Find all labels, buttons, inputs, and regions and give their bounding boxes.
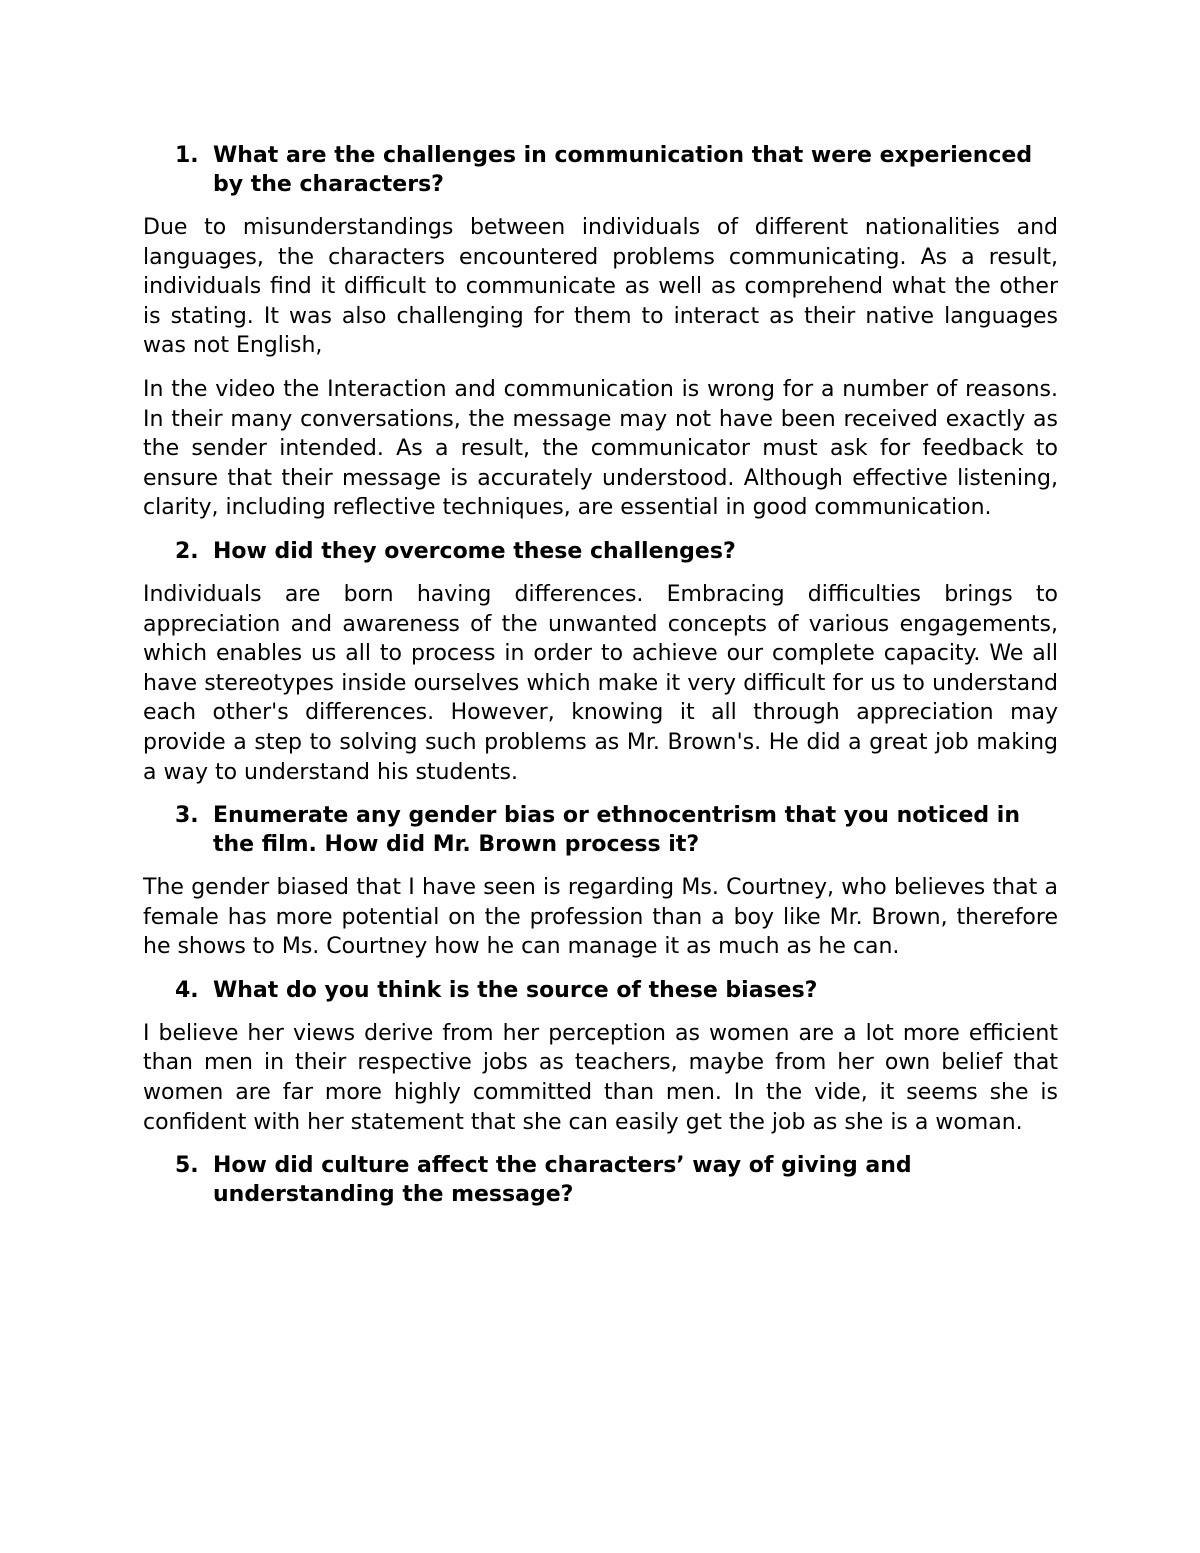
answer-paragraph: Due to misunderstandings between individuals of different nationalities and languages, the characters encountered problems communicating. As a result, individuals find it difficult to communicate as well as comprehend what the other is stating. It was also challenging for them to interact as their native languages was not English, [143,215,1058,359]
question-text: Enumerate any gender bias or ethnocentrism that you noticed in the film. How did Mr. Brown process it? [213,803,1020,858]
question-5 [143,1151,1058,1209]
question-number: 2. [175,538,199,564]
answer-paragraph: I believe her views derive from her perception as women are a lot more efficient than men in their respective jobs as teachers, maybe from her own belief that women are far more highly committed than men. In the vide, it seems she is confident with her statement that she can easily get the job as she is a woman. [143,1020,1058,1135]
question-4 [143,976,1058,1005]
question-number: 4. [175,977,199,1003]
question-2 [143,537,1058,566]
question-text: How did culture affect the characters’ way of giving and understanding the message? [213,1153,912,1208]
answer-paragraph: Individuals are born having differences. Embracing difficulties brings to appreciation and awareness of the unwanted concepts of various engagements, which enables us all to process in order to achieve our complete capacity. We all have stereotypes inside ourselves which make it very difficult for us to understand each other's differences. However, knowing it all through appreciation may provide a step to solving such problems as Mr. Brown's. He did a great job making a way to understand his students. [143,581,1058,785]
answer-paragraph: In the video the Interaction and communication is wrong for a number of reasons. In their many conversations, the message may not have been received exactly as the sender intended. As a result, the communicator must ask for feedback to ensure that their message is accurately understood. Although effective listening, clarity, including reflective techniques, are essential in good communication. [143,376,1058,521]
question-number: 3. [175,803,199,829]
question-number: 5. [175,1153,199,1179]
question-1 [143,141,1058,199]
question-text: What are the challenges in communication that were experienced by the characters? [213,143,1033,197]
question-3 [143,801,1058,859]
question-text: How did they overcome these challenges? [213,538,736,564]
question-text: What do you think is the source of these biases? [213,977,818,1003]
document-page [143,141,1058,1223]
question-number: 1. [175,143,199,168]
answer-paragraph: The gender biased that I have seen is regarding Ms. Courtney, who believes that a female has more potential on the profession than a boy like Mr. Brown, therefore he shows to Ms. Courtney how he can manage it as much as he can. [143,875,1058,960]
